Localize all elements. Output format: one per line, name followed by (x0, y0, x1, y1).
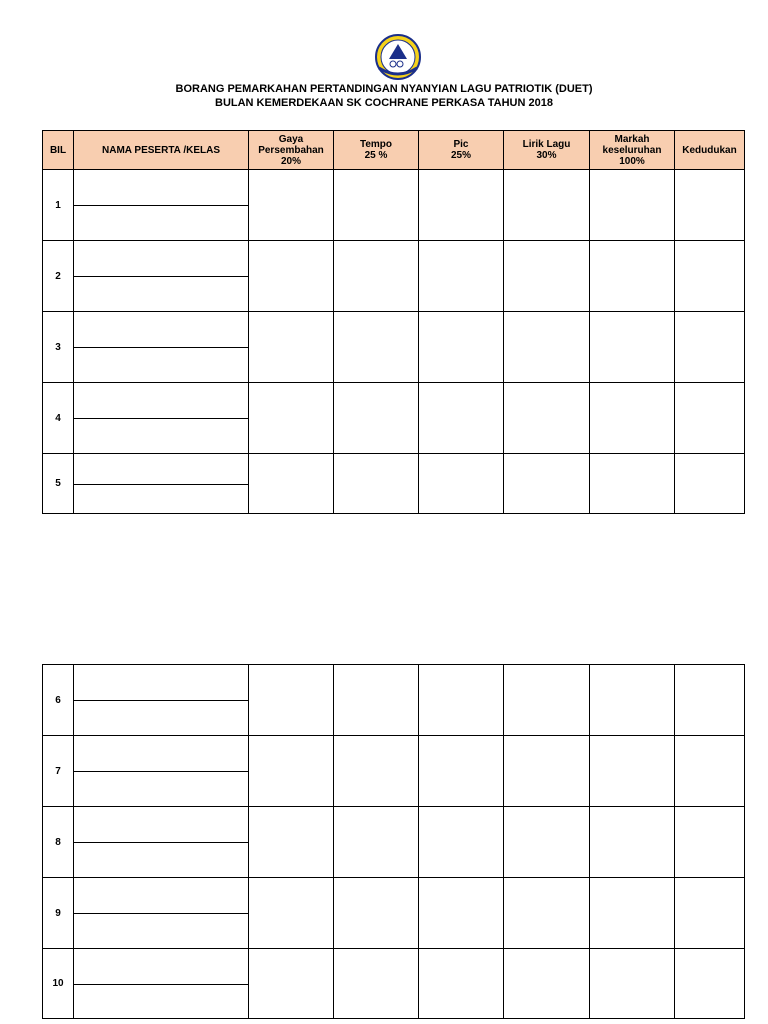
score-total-cell[interactable] (590, 241, 675, 312)
row-number: 2 (43, 241, 74, 312)
column-header-lirik: Lirik Lagu 30% (504, 131, 590, 170)
column-header-nama: NAMA PESERTA /KELAS (74, 131, 249, 170)
row-number: 9 (43, 878, 74, 949)
table-row (43, 454, 745, 514)
participant-name-cell[interactable] (74, 241, 249, 312)
score-pic-cell[interactable] (419, 949, 504, 1019)
column-header-gaya: Gaya Persembahan 20% (249, 131, 334, 170)
ranking-cell[interactable] (675, 949, 745, 1019)
score-lirik-cell[interactable] (504, 241, 590, 312)
score-total-cell[interactable] (590, 170, 675, 241)
ranking-cell[interactable] (675, 170, 745, 241)
table-row (43, 736, 745, 807)
name-divider (74, 276, 248, 277)
row-number: 3 (43, 312, 74, 383)
score-pic-cell[interactable] (419, 736, 504, 807)
name-divider (74, 842, 248, 843)
table-row (43, 807, 745, 878)
name-divider (74, 700, 248, 701)
score-lirik-cell[interactable] (504, 454, 590, 514)
score-tempo-cell[interactable] (334, 383, 419, 454)
score-tempo-cell[interactable] (334, 170, 419, 241)
table-row (43, 949, 745, 1019)
table-row (43, 241, 745, 312)
score-total-cell[interactable] (590, 312, 675, 383)
name-divider (74, 347, 248, 348)
table-row (43, 312, 745, 383)
score-table-part1 (42, 130, 745, 514)
score-lirik-cell[interactable] (504, 383, 590, 454)
form-title-line1: BORANG PEMARKAHAN PERTANDINGAN NYANYIAN LAGU PATRIOTIK (DUET) (175, 83, 593, 95)
school-crest-icon (373, 32, 423, 82)
score-total-cell[interactable] (590, 454, 675, 514)
participant-name-cell[interactable] (74, 807, 249, 878)
score-gaya-cell[interactable] (249, 241, 334, 312)
column-header-tempo: Tempo 25 % (334, 131, 419, 170)
row-number: 8 (43, 807, 74, 878)
ranking-cell[interactable] (675, 665, 745, 736)
score-pic-cell[interactable] (419, 807, 504, 878)
score-tempo-cell[interactable] (334, 241, 419, 312)
name-divider (74, 418, 248, 419)
column-header-markah: Markah keseluruhan 100% (590, 131, 675, 170)
name-divider (74, 205, 248, 206)
score-table-part2 (42, 664, 745, 1019)
form-title-line2: BULAN KEMERDEKAAN SK COCHRANE PERKASA TAHUN 2018 (215, 97, 553, 109)
score-gaya-cell[interactable] (249, 170, 334, 241)
ranking-cell[interactable] (675, 312, 745, 383)
ranking-cell[interactable] (675, 241, 745, 312)
ranking-cell[interactable] (675, 878, 745, 949)
row-number: 5 (43, 454, 74, 514)
score-tempo-cell[interactable] (334, 807, 419, 878)
ranking-cell[interactable] (675, 807, 745, 878)
row-number: 7 (43, 736, 74, 807)
participant-name-cell[interactable] (74, 312, 249, 383)
score-lirik-cell[interactable] (504, 949, 590, 1019)
row-number: 10 (43, 949, 74, 1019)
table-row (43, 878, 745, 949)
row-number: 6 (43, 665, 74, 736)
score-lirik-cell[interactable] (504, 170, 590, 241)
score-tempo-cell[interactable] (334, 312, 419, 383)
row-number: 4 (43, 383, 74, 454)
participant-name-cell[interactable] (74, 665, 249, 736)
score-gaya-cell[interactable] (249, 665, 334, 736)
score-gaya-cell[interactable] (249, 383, 334, 454)
score-tempo-cell[interactable] (334, 736, 419, 807)
score-tempo-cell[interactable] (334, 665, 419, 736)
score-lirik-cell[interactable] (504, 878, 590, 949)
score-pic-cell[interactable] (419, 454, 504, 514)
name-divider (74, 771, 248, 772)
ranking-cell[interactable] (675, 736, 745, 807)
table-header-row (43, 131, 745, 170)
participant-name-cell[interactable] (74, 170, 249, 241)
score-lirik-cell[interactable] (504, 736, 590, 807)
score-gaya-cell[interactable] (249, 878, 334, 949)
score-tempo-cell[interactable] (334, 878, 419, 949)
score-gaya-cell[interactable] (249, 312, 334, 383)
score-lirik-cell[interactable] (504, 312, 590, 383)
score-gaya-cell[interactable] (249, 949, 334, 1019)
score-total-cell[interactable] (590, 736, 675, 807)
row-number: 1 (43, 170, 74, 241)
score-pic-cell[interactable] (419, 312, 504, 383)
score-total-cell[interactable] (590, 878, 675, 949)
score-gaya-cell[interactable] (249, 807, 334, 878)
score-total-cell[interactable] (590, 949, 675, 1019)
score-lirik-cell[interactable] (504, 807, 590, 878)
score-lirik-cell[interactable] (504, 665, 590, 736)
score-pic-cell[interactable] (419, 878, 504, 949)
table-row (43, 665, 745, 736)
participant-name-cell[interactable] (74, 383, 249, 454)
score-pic-cell[interactable] (419, 383, 504, 454)
participant-name-cell[interactable] (74, 736, 249, 807)
name-divider (74, 913, 248, 914)
score-pic-cell[interactable] (419, 241, 504, 312)
participant-name-cell[interactable] (74, 454, 249, 514)
score-total-cell[interactable] (590, 807, 675, 878)
ranking-cell[interactable] (675, 454, 745, 514)
score-gaya-cell[interactable] (249, 736, 334, 807)
table-row (43, 170, 745, 241)
table-row (43, 383, 745, 454)
score-pic-cell[interactable] (419, 170, 504, 241)
participant-name-cell[interactable] (74, 949, 249, 1019)
name-divider (74, 984, 248, 985)
score-gaya-cell[interactable] (249, 454, 334, 514)
column-header-kedudukan: Kedudukan (675, 131, 745, 170)
score-total-cell[interactable] (590, 665, 675, 736)
score-total-cell[interactable] (590, 383, 675, 454)
column-header-pic: Pic 25% (419, 131, 504, 170)
score-tempo-cell[interactable] (334, 949, 419, 1019)
score-pic-cell[interactable] (419, 665, 504, 736)
name-divider (74, 484, 248, 485)
participant-name-cell[interactable] (74, 878, 249, 949)
ranking-cell[interactable] (675, 383, 745, 454)
score-tempo-cell[interactable] (334, 454, 419, 514)
column-header-bil: BIL (43, 131, 74, 170)
